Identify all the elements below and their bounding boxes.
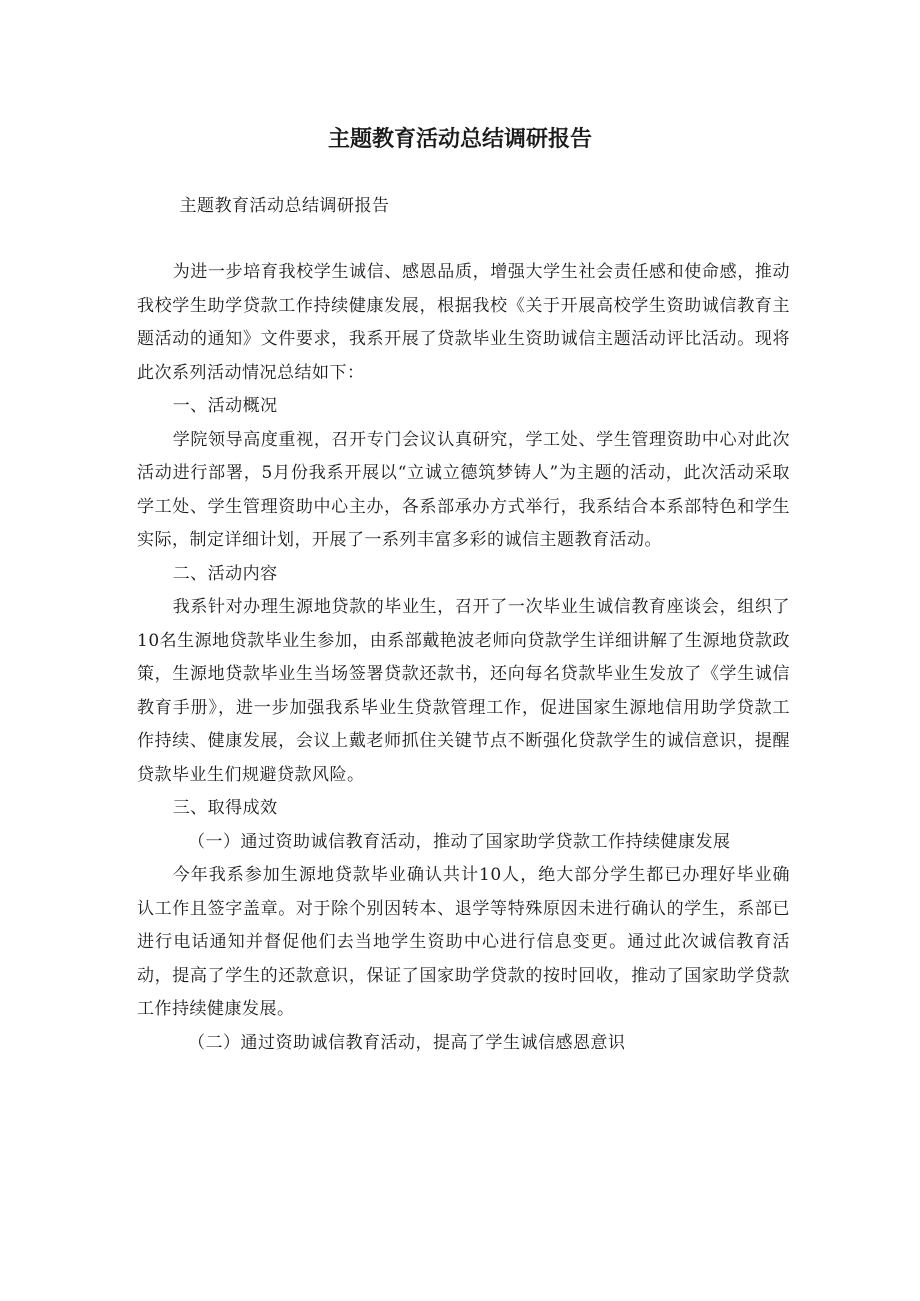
section-heading-content: 二、活动内容 (172, 563, 278, 584)
intro-paragraph: 为进一步培育我校学生诚信、感恩品质，增强大学生社会责任感和使命感，推动我校学生助学贷款工作持续健康发展，根据我校《关于开展高校学生资助诚信教育主题活动的通知》文件要求，我系开展了贷款毕业生资助诚信主题活动评比活动。现将此次系列活动情况总结如下： (137, 262, 790, 383)
subsection-heading-1: （一）通过资助诚信教育活动，推动了国家助学贷款工作持续健康发展 (188, 831, 731, 852)
content-paragraph: 我系针对办理生源地贷款的毕业生，召开了一次毕业生诚信教育座谈会，组织了10名生源地贷款毕业生参加，由系部戴艳波老师向贷款学生详细讲解了生源地贷款政策，生源地贷款毕业生当场签署贷款还款书，还向每名贷款毕业生发放了《学生诚信教育手册》，进一步加强我系毕业生贷款管理工作，促进国家生源地信用助学贷款工作持续、健康发展，会议上戴老师抓住关键节点不断强化贷款学生的诚信意识，提醒贷款毕业生们规避贷款风险。 (137, 597, 790, 785)
document-subtitle: 主题教育活动总结调研报告 (179, 196, 390, 216)
results-paragraph: 今年我系参加生源地贷款毕业确认共计10人，绝大部分学生都已办理好毕业确认工作且签字盖章。对于除个别因转本、退学等特殊原因未进行确认的学生，系部已进行电话通知并督促他们去当地学生资助中心进行信息变更。通过此次诚信教育活动，提高了学生的还款意识，保证了国家助学贷款的按时回收，推动了国家助学贷款工作持续健康发展。 (137, 865, 790, 1019)
overview-paragraph: 学院领导高度重视，召开专门会议认真研究，学工处、学生管理资助中心对此次活动进行部署，5月份我系开展以“立诚立德筑梦铸人”为主题的活动，此次活动采取学工处、学生管理资助中心主办，各系部承办方式举行，我系结合本系部特色和学生实际，制定详细计划，开展了一系列丰富多彩的诚信主题教育活动。 (137, 429, 790, 550)
subsection-heading-2: （二）通过资助诚信教育活动，提高了学生诚信感恩意识 (188, 1032, 626, 1053)
document-title: 主题教育活动总结调研报告 (327, 127, 592, 152)
section-heading-results: 三、取得成效 (172, 798, 278, 818)
section-heading-overview: 一、活动概况 (172, 396, 278, 416)
document-body (137, 256, 790, 1060)
